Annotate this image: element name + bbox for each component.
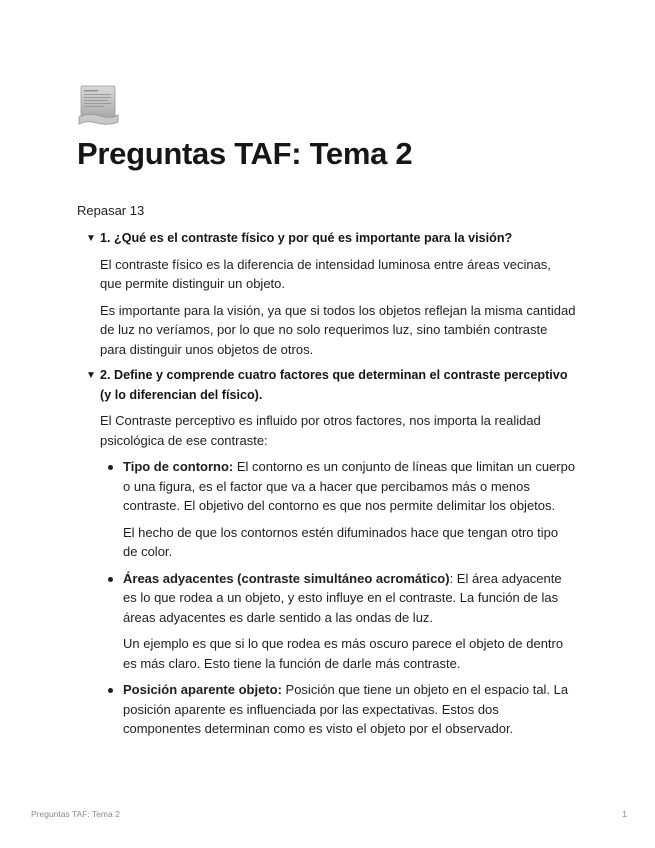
toggle-triangle-icon[interactable]: ▼ [86, 370, 96, 381]
question-answer [86, 249, 576, 360]
toggle-triangle-icon[interactable]: ▼ [86, 233, 96, 244]
footer-page-number: 1 [622, 809, 627, 819]
factor-list [100, 457, 576, 739]
list-item [123, 569, 576, 674]
question-heading[interactable] [86, 366, 576, 405]
factor-text: : El área adyacente es lo que rodea a un objeto, y esto influye en el contraste. La función de las áreas adyacentes es darle sentido a las ondas de luz. [123, 570, 562, 625]
factor-text: El contorno es un conjunto de líneas que limitan un cuerpo o una figura, es el factor que va a hacer que percibamos más o menos contraste. El objetivo del contorno es que nos permite delimitar los objetos. [123, 459, 576, 513]
factor-text: Posición que tiene un objeto en el espacio tal. La posición aparente es influenciada por las expectativas. Estos dos componentes determinan como es visto el objeto por el observador. [123, 682, 569, 736]
question-answer [86, 405, 576, 739]
factor-extra: El hecho de que los contornos estén difuminados hace que tengan otro tipo de color. [123, 524, 559, 559]
list-item [123, 457, 576, 562]
review-label: Repasar 13 [77, 203, 145, 218]
list-item [123, 680, 576, 739]
factor-extra: Un ejemplo es que si lo que rodea es más oscuro parece el objeto de dentro es más claro. Esto tiene la función de darle más contraste. [123, 636, 564, 671]
question-text: 2. Define y comprende cuatro factores que determinan el contraste perceptivo (y lo diferencian del físico). [100, 368, 568, 402]
factor-term: Tipo de contorno: [123, 459, 234, 474]
question-text: 1. ¿Qué es el contraste físico y por qué es importante para la visión? [100, 231, 513, 245]
answer-paragraph: El contraste físico es la diferencia de intensidad luminosa entre áreas vecinas, que permite distinguir un objeto. [100, 256, 551, 291]
page-title: Preguntas TAF: Tema 2 [77, 136, 413, 171]
question-toggle-1[interactable] [86, 229, 576, 359]
footer-document-title: Preguntas TAF: Tema 2 [31, 809, 120, 819]
answer-intro: El Contraste perceptivo es influido por otros factores, nos importa la realidad psicológica de ese contraste: [100, 413, 541, 448]
answer-paragraph: Es importante para la visión, ya que si todos los objetos reflejan la misma cantidad de luz no veríamos, por lo que no solo requerimos luz, sino también contraste para distinguir unos objetos de otros. [100, 302, 576, 357]
document-scroll-icon [77, 84, 119, 126]
factor-term: Posición aparente objeto: [123, 682, 282, 697]
factor-term: Áreas adyacentes (contraste simultáneo acromático) [123, 570, 450, 586]
question-heading[interactable] [86, 229, 576, 249]
question-toggle-2[interactable] [86, 366, 576, 739]
content [86, 229, 576, 746]
